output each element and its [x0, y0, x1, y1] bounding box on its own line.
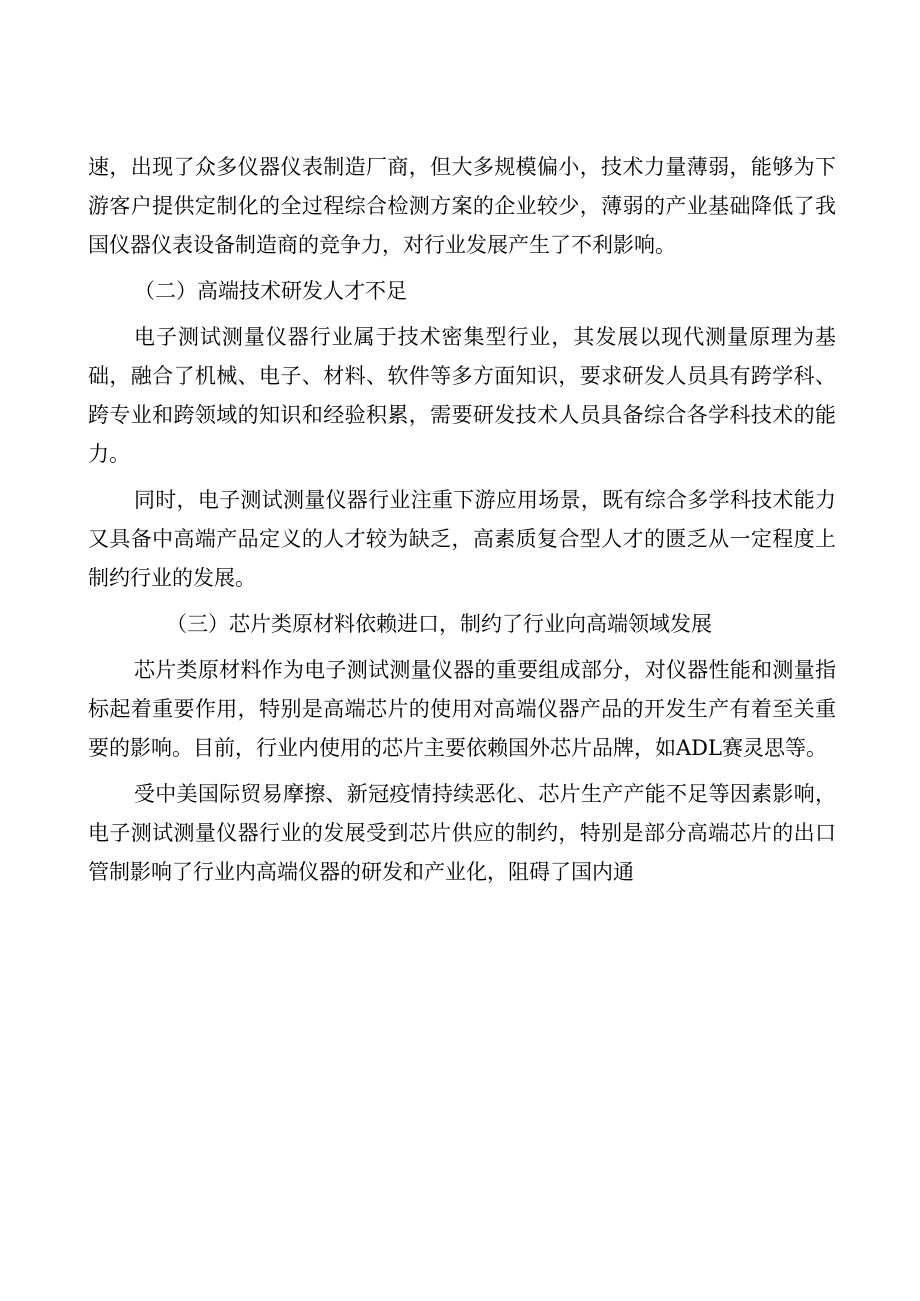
document-page: [88, 148, 836, 899]
section-heading-chip-imports: （三）芯片类原材料依赖进口，制约了行业向高端领域发展: [166, 612, 712, 636]
paragraph-talent-lack: 同时，电子测试测量仪器行业注重下游应用场景，既有综合多学科技术能力又具备中高端产品定义的人才较为缺乏，高素质复合型人才的匮乏从一定程度上制约行业的发展。: [88, 488, 836, 590]
paragraph-continuation: 速，出现了众多仪器仪表制造厂商，但大多规模偏小，技术力量薄弱，能够为下游客户提供定制化的全过程综合检测方案的企业较少，薄弱的产业基础降低了我国仪器仪表设备制造商的竞争力，对行业发展产生了不利影响。: [88, 155, 836, 257]
paragraph-chip-importance: 芯片类原材料作为电子测试测量仪器的重要组成部分，对仪器性能和测量指标起着重要作用，特别是高端芯片的使用对高端仪器产品的开发生产有着至关重要的影响。目前，行业内使用的芯片主要依赖国外芯片品牌，如ADL赛灵思等。: [88, 658, 836, 760]
paragraph-industry-characteristics: 电子测试测量仪器行业属于技术密集型行业，其发展以现代测量原理为基础，融合了机械、电子、材料、软件等多方面知识，要求研发人员具有跨学科、跨专业和跨领域的知识和经验积累，需要研发技术人员具备综合各学科技术的能力。: [88, 325, 836, 466]
paragraph-supply-constraints: 受中美国际贸易摩擦、新冠疫情持续恶化、芯片生产产能不足等因素影响，电子测试测量仪器行业的发展受到芯片供应的制约，特别是部分高端芯片的出口管制影响了行业内高端仪器的研发和产业化，阻碍了国内通: [88, 782, 836, 884]
section-heading-talent-shortage: （二）高端技术研发人才不足: [134, 279, 407, 303]
